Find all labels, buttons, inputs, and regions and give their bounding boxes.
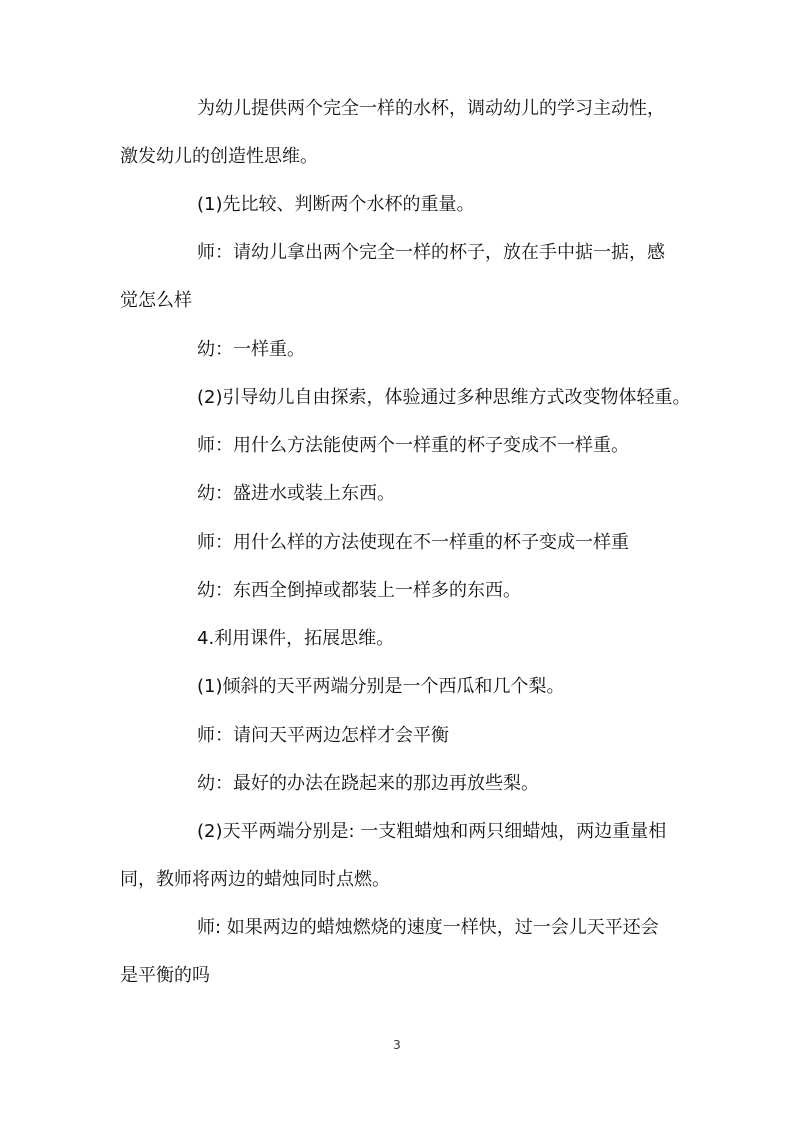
paragraph-line: 同，教师将两边的蜡烛同时点燃。 (120, 869, 390, 890)
paragraph-line: 幼：一样重。 (197, 339, 305, 360)
paragraph-4 (120, 326, 680, 374)
paragraph-line: 师: 如果两边的蜡烛燃烧的速度一样快，过一会儿天平还会 (197, 917, 659, 938)
paragraph-line: (2)引导幼儿自由探索，体验通过多种思维方式改变物体轻重。 (197, 387, 691, 408)
paragraph-line: 师：请问天平两边怎样才会平衡 (197, 725, 449, 746)
paragraph-3 (120, 229, 680, 325)
paragraph-13 (120, 760, 680, 808)
paragraph-8 (120, 519, 680, 567)
paragraph-2 (120, 181, 680, 229)
paragraph-15 (120, 904, 680, 1000)
paragraph-line: 幼：东西全倒掉或都装上一样多的东西。 (197, 580, 521, 601)
paragraph-5 (120, 374, 691, 422)
paragraph-9 (120, 567, 680, 615)
paragraph-line: 幼：最好的办法在跷起来的那边再放些梨。 (197, 773, 539, 794)
paragraph-12 (120, 712, 680, 760)
paragraph-1 (120, 85, 680, 181)
paragraph-10 (120, 615, 680, 663)
paragraph-line: 激发幼儿的创造性思维。 (120, 146, 318, 167)
paragraph-line: (1)先比较、判断两个水杯的重量。 (197, 194, 475, 215)
paragraph-line: 师：请幼儿拿出两个完全一样的杯子，放在手中掂一掂，感 (197, 242, 665, 263)
paragraph-line: 为幼儿提供两个完全一样的水杯，调动幼儿的学习主动性， (197, 98, 665, 119)
paragraph-6 (120, 422, 680, 470)
page-number: 3 (393, 1038, 401, 1052)
paragraph-line: 觉怎么样 (120, 290, 192, 311)
paragraph-line: 是平衡的吗 (120, 965, 210, 986)
paragraph-line: 师：用什么方法能使两个一样重的杯子变成不一样重。 (197, 435, 629, 456)
paragraph-11 (120, 663, 680, 711)
paragraph-line: (1)倾斜的天平两端分别是一个西瓜和几个梨。 (197, 676, 565, 697)
paragraph-14 (120, 808, 680, 904)
paragraph-line: 师：用什么样的方法使现在不一样重的杯子变成一样重 (197, 532, 629, 553)
paragraph-line: 幼：盛进水或装上东西。 (197, 483, 395, 504)
paragraph-line: (2)天平两端分别是: 一支粗蜡烛和两只细蜡烛，两边重量相 (197, 821, 667, 842)
paragraph-line: 4.利用课件，拓展思维。 (197, 628, 395, 649)
paragraph-7 (120, 470, 680, 518)
